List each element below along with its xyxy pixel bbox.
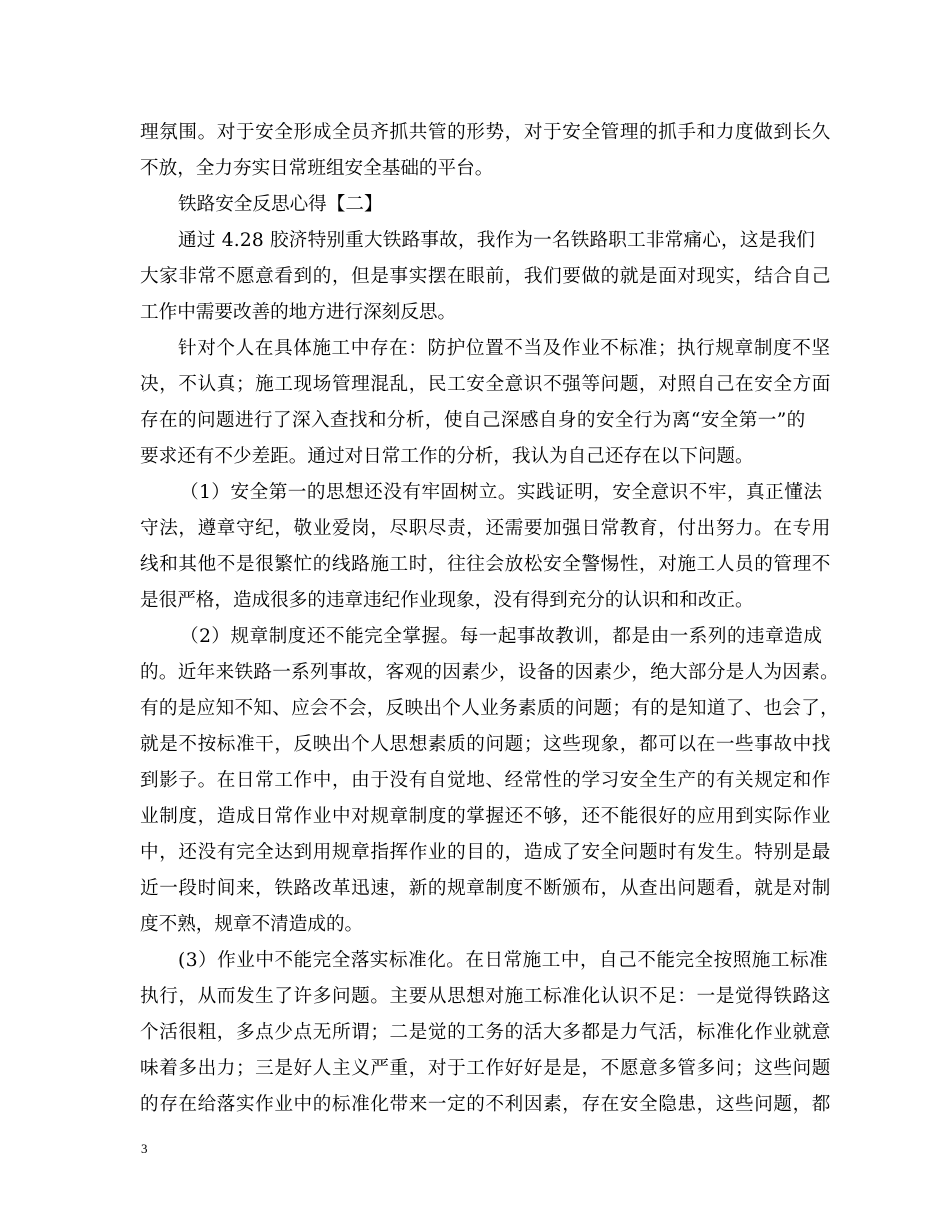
paragraph-line: 执行，从而发生了许多问题。主要从思想对施工标准化认识不足：一是觉得铁路这 [140, 986, 831, 1007]
paragraph-line: (3）作业中不能完全落实标准化。在日常施工中，自己不能完全按照施工标准 [178, 950, 829, 971]
paragraph-line: 的。近年来铁路一系列事故，客观的因素少，设备的因素少，绝大部分是人为因素。 [140, 662, 840, 683]
paragraph-line: 针对个人在具体施工中存在：防护位置不当及作业不标准；执行规章制度不坚 [178, 338, 831, 359]
paragraph-line: 是很严格，造成很多的违章违纪作业现象，没有得到充分的认识和和改正。 [140, 590, 754, 611]
paragraph-line: 大家非常不愿意看到的，但是事实摆在眼前，我们要做的就是面对现实，结合自己 [140, 266, 831, 287]
paragraph-line: 业制度，造成日常作业中对规章制度的掌握还不够，还不能很好的应用到实际作业 [140, 806, 831, 827]
paragraph-line: 理氛围。对于安全形成全员齐抓共管的形势，对于安全管理的抓手和力度做到长久 [140, 122, 831, 143]
paragraph-line: 存在的问题进行了深入查找和分析，使自己深感自身的安全行为离“安全第一”的 [140, 410, 806, 431]
paragraph-line: 中，还没有完全达到用规章指挥作业的目的，造成了安全问题时有发生。特别是最 [140, 842, 831, 863]
paragraph-line: 线和其他不是很繁忙的线路施工时，往往会放松安全警惕性，对施工人员的管理不 [140, 554, 831, 575]
paragraph-line: 近一段时间来，铁路改革迅速，新的规章制度不断颁布，从查出问题看，就是对制 [140, 878, 831, 899]
paragraph-line: 个活很粗，多点少点无所谓；二是觉的工务的活大多都是力气活，标准化作业就意 [140, 1022, 831, 1043]
paragraph-line: 工作中需要改善的地方进行深刻反思。 [140, 302, 457, 323]
paragraph-line: 要求还有不少差距。通过对日常工作的分析，我认为自己还存在以下问题。 [140, 446, 754, 467]
page-number: 3 [141, 1141, 148, 1156]
paragraph-line: 度不熟，规章不清造成的。 [140, 914, 364, 935]
paragraph-line: 不放，全力夯实日常班组安全基础的平台。 [140, 158, 494, 179]
section-heading: 铁路安全反思心得【二】 [178, 194, 383, 215]
paragraph-line: 有的是应知不知、应会不会，反映出个人业务素质的问题；有的是知道了、也会了， [140, 698, 840, 719]
paragraph-line: 通过 4.28 胶济特别重大铁路事故，我作为一名铁路职工非常痛心，这是我们 [178, 230, 816, 251]
paragraph-line: 味着多出力；三是好人主义严重，对于工作好好是是，不愿意多管多问；这些问题 [140, 1058, 831, 1079]
paragraph-line: （1）安全第一的思想还没有牢固树立。实践证明，安全意识不牢，真正懂法 [180, 482, 823, 503]
paragraph-line: 就是不按标准干，反映出个人思想素质的问题；这些现象，都可以在一些事故中找 [140, 734, 831, 755]
paragraph-line: 守法，遵章守纪，敬业爱岗，尽职尽责，还需要加强日常教育，付出努力。在专用 [140, 518, 831, 539]
paragraph-line: （2）规章制度还不能完全掌握。每一起事故教训，都是由一系列的违章造成 [180, 626, 823, 647]
paragraph-line: 决，不认真；施工现场管理混乱，民工安全意识不强等问题，对照自己在安全方面 [140, 374, 831, 395]
paragraph-line: 到影子。在日常工作中，由于没有自觉地、经常性的学习安全生产的有关规定和作 [140, 770, 831, 791]
paragraph-line: 的存在给落实作业中的标准化带来一定的不利因素，存在安全隐患，这些问题，都 [140, 1094, 831, 1115]
